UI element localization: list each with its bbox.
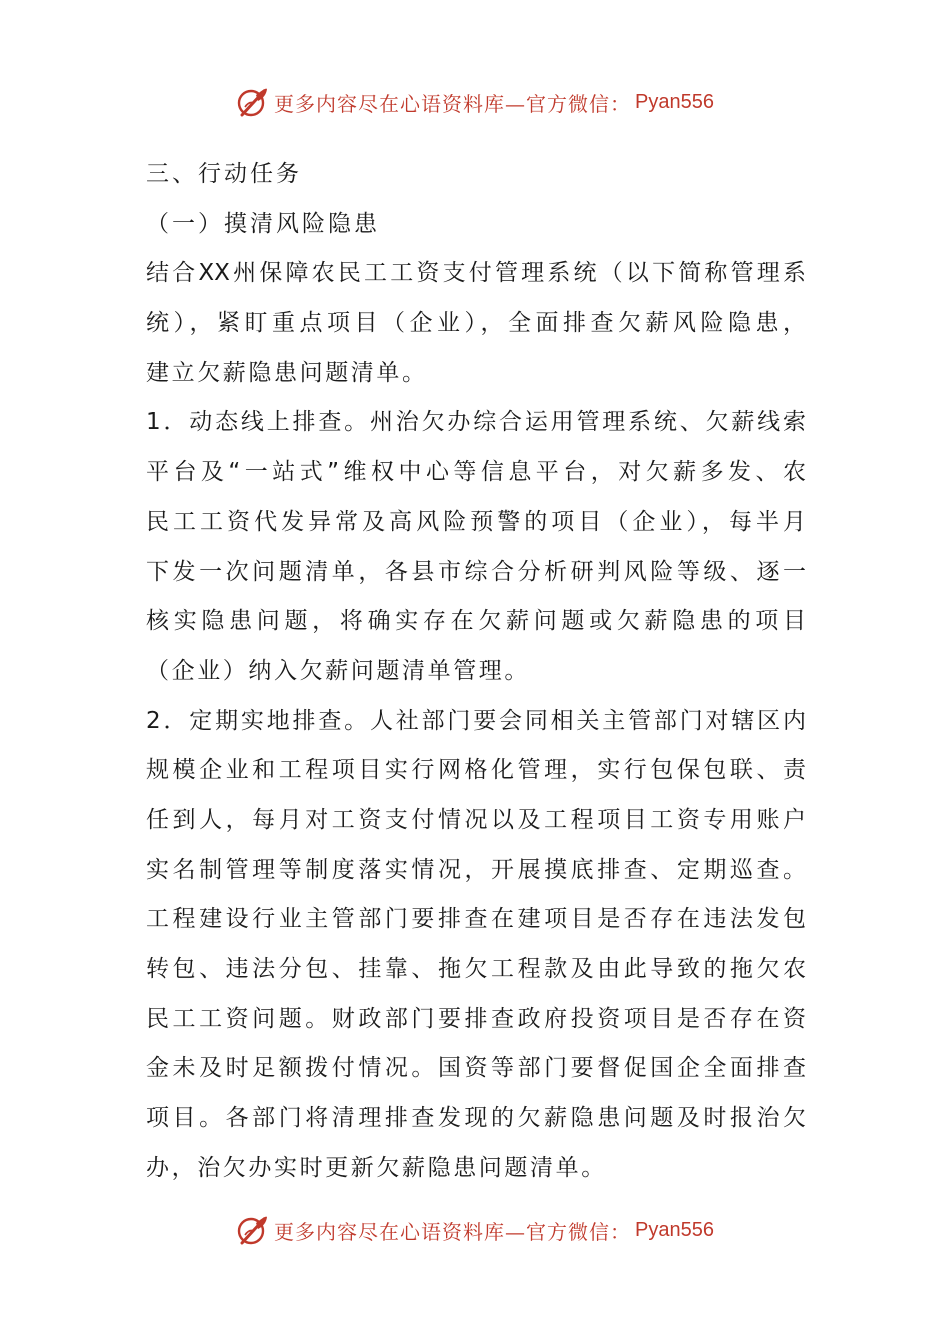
quill-logo-icon — [236, 85, 270, 119]
paragraph-line: 建立欠薪隐患问题清单。 — [146, 359, 428, 386]
paragraph-line: 金未及时足额拨付情况。国资等部门要督促国企全面排查 — [146, 1055, 806, 1082]
watermark-banner-bottom — [0, 1208, 950, 1252]
watermark-text: 更多内容尽在心语资料库—官方微信： — [274, 91, 632, 116]
paragraph-line: 规模企业和工程项目实行网格化管理，实行包保包联、责 — [146, 757, 806, 784]
quill-logo-icon — [236, 1213, 270, 1247]
watermark-wechat-id: Pyan556 — [635, 1218, 714, 1241]
paragraph-line: 结合XX州保障农民工工资支付管理系统（以下简称管理系 — [146, 260, 806, 287]
paragraph-line: 任到人，每月对工资支付情况以及工程项目工资专用账户 — [146, 806, 806, 833]
paragraph-line: （企业）纳入欠薪问题清单管理。 — [146, 657, 530, 684]
paragraph-line: 工程建设行业主管部门要排查在建项目是否存在违法发包 — [146, 906, 806, 933]
watermark-banner-top — [0, 80, 950, 124]
paragraph-line: 实名制管理等制度落实情况，开展摸底排查、定期巡查。 — [146, 856, 806, 883]
subsection-heading: （一）摸清风险隐患 — [146, 210, 380, 237]
paragraph-line: 核实隐患问题，将确实存在欠薪问题或欠薪隐患的项目 — [146, 608, 806, 635]
document-body — [146, 150, 806, 1193]
watermark-text: 更多内容尽在心语资料库—官方微信： — [274, 1219, 632, 1244]
paragraph-line: 转包、违法分包、挂靠、拖欠工程款及由此导致的拖欠农 — [146, 956, 806, 982]
paragraph-line: 1．动态线上排查。州治欠办综合运用管理系统、欠薪线索 — [146, 409, 806, 436]
paragraph-line: 统），紧盯重点项目（企业），全面排查欠薪风险隐患， — [146, 310, 806, 337]
paragraph-line: 下发一次问题清单，各县市综合分析研判风险等级、逐一 — [146, 558, 806, 585]
paragraph-line: 民工工资代发异常及高风险预警的项目（企业），每半月 — [146, 508, 806, 535]
watermark-wechat-id: Pyan556 — [635, 90, 714, 113]
paragraph-line: 项目。各部门将清理排查发现的欠薪隐患问题及时报治欠 — [146, 1105, 806, 1132]
paragraph-line: 2．定期实地排查。人社部门要会同相关主管部门对辖区内 — [146, 707, 806, 734]
paragraph-line: 办，治欠办实时更新欠薪隐患问题清单。 — [146, 1154, 607, 1181]
section-heading: 三、行动任务 — [146, 161, 302, 187]
paragraph-line: 民工工资问题。财政部门要排查政府投资项目是否存在资 — [146, 1005, 806, 1032]
paragraph-line: 平台及“一站式”维权中心等信息平台，对欠薪多发、农 — [146, 459, 806, 486]
